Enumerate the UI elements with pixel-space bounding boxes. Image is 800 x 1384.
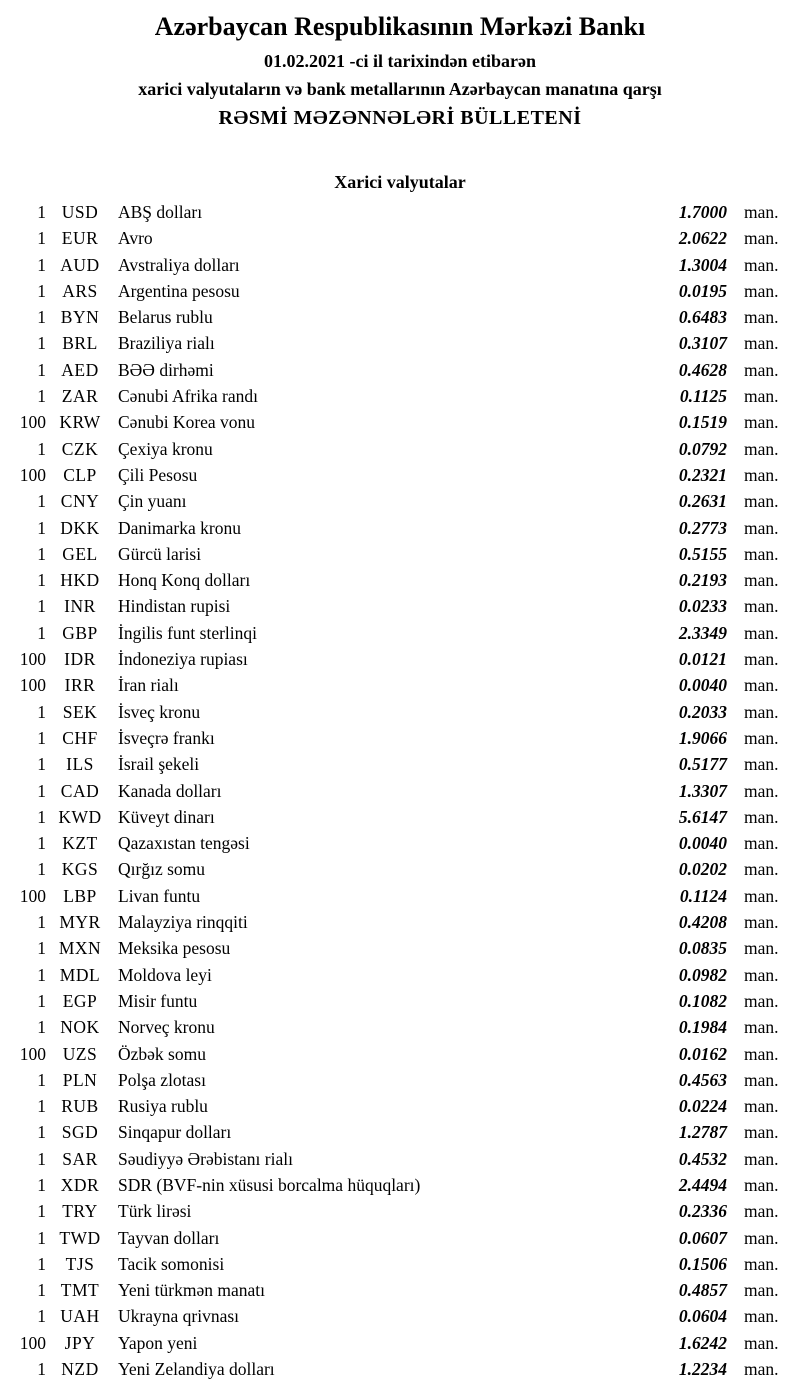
table-row <box>0 567 800 593</box>
unit-label: man. <box>744 1069 779 1090</box>
rate-value: 0.0835 <box>678 938 727 959</box>
currency-code: CNY <box>60 491 100 512</box>
scope-line: xarici valyutaların və bank metallarının Azərbaycan manatına qarşı <box>138 79 662 99</box>
table-row <box>0 1330 800 1356</box>
table-row <box>0 1225 800 1251</box>
unit-label: man. <box>744 1122 779 1143</box>
currency-name: Avstraliya dolları <box>118 254 240 275</box>
bulletin-title: RƏSMİ MƏZƏNNƏLƏRİ BÜLLETENİ <box>218 107 582 129</box>
currency-name: Gürcü larisi <box>118 543 202 564</box>
table-row <box>0 962 800 988</box>
quantity: 1 <box>37 1359 46 1380</box>
table-row <box>0 620 800 646</box>
quantity: 1 <box>37 1306 46 1327</box>
currency-code: XDR <box>60 1174 100 1195</box>
effective-date-line: 01.02.2021 -ci il tarixindən etibarən <box>264 51 536 71</box>
currency-name: Kanada dolları <box>118 780 222 801</box>
unit-label: man. <box>744 596 779 617</box>
unit-label: man. <box>744 1306 779 1327</box>
quantity: 1 <box>37 307 46 328</box>
unit-label: man. <box>744 1201 779 1222</box>
table-row <box>0 383 800 409</box>
currency-code: ARS <box>62 280 98 301</box>
currency-code: UZS <box>62 1043 98 1064</box>
currency-name: Moldova leyi <box>118 964 212 985</box>
quantity: 1 <box>37 543 46 564</box>
table-row <box>0 1172 800 1198</box>
quantity: 1 <box>37 438 46 459</box>
rate-value: 1.3004 <box>678 254 727 275</box>
unit-label: man. <box>744 754 779 775</box>
currency-code: MXN <box>58 938 102 959</box>
unit-label: man. <box>744 727 779 748</box>
quantity: 1 <box>37 990 46 1011</box>
currency-name: Küveyt dinarı <box>118 806 215 827</box>
rate-value: 1.2787 <box>678 1122 727 1143</box>
currency-name: Özbək somu <box>118 1043 206 1064</box>
rate-value: 0.5155 <box>678 543 727 564</box>
table-row <box>0 1198 800 1224</box>
rate-value: 2.3349 <box>678 622 727 643</box>
currency-code: CHF <box>62 727 98 748</box>
rate-value: 0.0604 <box>678 1306 727 1327</box>
unit-label: man. <box>744 228 779 249</box>
rate-value: 0.2033 <box>678 701 727 722</box>
unit-label: man. <box>744 517 779 538</box>
quantity: 1 <box>37 1122 46 1143</box>
unit-label: man. <box>744 359 779 380</box>
quantity: 1 <box>37 1148 46 1169</box>
currency-name: Avro <box>118 228 153 249</box>
table-row <box>0 830 800 856</box>
rate-value: 0.1125 <box>679 386 727 407</box>
currency-code: NZD <box>61 1359 99 1380</box>
unit-label: man. <box>744 1359 779 1380</box>
table-row <box>0 225 800 251</box>
unit-label: man. <box>744 254 779 275</box>
currency-name: İngilis funt sterlinqi <box>118 622 258 643</box>
currency-name: İsrail şekeli <box>118 754 200 775</box>
unit-label: man. <box>744 1174 779 1195</box>
section-title-foreign-currencies: Xarici valyutalar <box>334 172 466 192</box>
currency-code: USD <box>61 202 99 222</box>
unit-label: man. <box>744 649 779 670</box>
quantity: 1 <box>37 1201 46 1222</box>
currency-name: Tayvan dolları <box>118 1227 220 1248</box>
currency-name: Ukrayna qrivnası <box>118 1306 240 1327</box>
quantity: 1 <box>37 859 46 880</box>
currency-code: MYR <box>59 912 101 933</box>
rate-value: 0.2631 <box>678 491 727 512</box>
currency-name: Polşa zlotası <box>118 1069 206 1090</box>
unit-label: man. <box>744 1043 779 1064</box>
quantity: 1 <box>37 386 46 407</box>
quantity: 1 <box>37 1227 46 1248</box>
currency-name: Yeni türkmən manatı <box>118 1280 265 1301</box>
unit-label: man. <box>744 570 779 591</box>
currency-code: RUB <box>61 1096 99 1117</box>
currency-name: Yapon yeni <box>118 1332 198 1353</box>
table-row <box>0 1146 800 1172</box>
rate-value: 1.3307 <box>678 780 727 801</box>
unit-label: man. <box>744 964 779 985</box>
table-row <box>0 357 800 383</box>
table-row <box>0 278 800 304</box>
currency-name: Cənubi Korea vonu <box>118 412 256 433</box>
currency-code: ZAR <box>61 386 99 407</box>
currency-code: KRW <box>59 412 101 433</box>
currency-name: BƏƏ dirhəmi <box>118 359 214 380</box>
currency-code: TRY <box>62 1201 98 1222</box>
currency-code: KWD <box>58 806 102 827</box>
quantity: 1 <box>37 1096 46 1117</box>
table-row <box>0 725 800 751</box>
quantity: 1 <box>37 517 46 538</box>
table-row <box>0 304 800 330</box>
currency-name: Çexiya kronu <box>118 438 213 459</box>
currency-code: TWD <box>59 1227 101 1248</box>
quantity: 1 <box>37 228 46 249</box>
quantity: 1 <box>37 359 46 380</box>
currency-code: DKK <box>60 517 100 538</box>
rate-value: 2.0622 <box>678 228 727 249</box>
currency-code: CAD <box>60 780 100 801</box>
rate-value: 0.0202 <box>678 859 727 880</box>
currency-code: ILS <box>66 754 94 775</box>
currency-name: İran rialı <box>118 675 179 696</box>
unit-label: man. <box>744 1280 779 1301</box>
table-row <box>0 1041 800 1067</box>
rate-value: 0.4857 <box>678 1280 727 1301</box>
table-row <box>0 935 800 961</box>
currency-code: NOK <box>60 1017 100 1038</box>
unit-label: man. <box>744 859 779 880</box>
currency-code: CZK <box>61 438 99 459</box>
currency-code: GEL <box>62 543 98 564</box>
rate-value: 0.2321 <box>678 464 727 485</box>
rate-value: 0.0233 <box>678 596 727 617</box>
unit-label: man. <box>744 938 779 959</box>
quantity: 1 <box>37 754 46 775</box>
table-row <box>0 1277 800 1303</box>
unit-label: man. <box>744 1253 779 1274</box>
table-row <box>0 1014 800 1040</box>
rate-value: 0.4532 <box>678 1148 727 1169</box>
table-row <box>0 252 800 278</box>
table-row <box>0 804 800 830</box>
quantity: 1 <box>37 570 46 591</box>
currency-code: IDR <box>64 649 96 670</box>
unit-label: man. <box>744 386 779 407</box>
rates-table <box>0 199 800 1382</box>
currency-name: Səudiyyə Ərəbistanı rialı <box>118 1148 293 1169</box>
rate-value: 1.9066 <box>678 727 727 748</box>
currency-name: Livan funtu <box>118 885 201 906</box>
unit-label: man. <box>744 491 779 512</box>
currency-name: Çili Pesosu <box>118 464 198 485</box>
rate-value: 0.5177 <box>678 754 727 775</box>
currency-code: SEK <box>62 701 98 722</box>
quantity: 1 <box>37 491 46 512</box>
currency-name: Yeni Zelandiya dolları <box>118 1359 275 1380</box>
currency-name: Qazaxıstan tengəsi <box>118 833 250 854</box>
rate-value: 0.4563 <box>678 1069 727 1090</box>
currency-code: IRR <box>64 675 96 696</box>
unit-label: man. <box>744 833 779 854</box>
table-row <box>0 988 800 1014</box>
currency-code: BYN <box>60 307 100 328</box>
quantity: 100 <box>19 675 46 696</box>
quantity: 100 <box>19 1332 46 1353</box>
currency-name: Argentina pesosu <box>118 280 240 301</box>
table-row <box>0 541 800 567</box>
quantity: 100 <box>19 885 46 906</box>
currency-name: ABŞ dolları <box>118 202 203 222</box>
currency-code: SGD <box>61 1122 99 1143</box>
currency-name: İsveçrə frankı <box>118 727 215 748</box>
currency-code: TMT <box>60 1280 100 1301</box>
quantity: 1 <box>37 1069 46 1090</box>
unit-label: man. <box>744 543 779 564</box>
rate-value: 0.4628 <box>678 359 727 380</box>
rate-value: 0.0607 <box>678 1227 727 1248</box>
rate-value: 1.6242 <box>678 1332 727 1353</box>
rate-value: 2.4494 <box>678 1174 727 1195</box>
table-row <box>0 646 800 672</box>
quantity: 1 <box>37 1280 46 1301</box>
quantity: 1 <box>37 833 46 854</box>
unit-label: man. <box>744 990 779 1011</box>
unit-label: man. <box>744 464 779 485</box>
currency-name: Belarus rublu <box>118 307 213 328</box>
currency-name: Meksika pesosu <box>118 938 231 959</box>
currency-name: Rusiya rublu <box>118 1096 208 1117</box>
table-row <box>0 1067 800 1093</box>
unit-label: man. <box>744 885 779 906</box>
quantity: 1 <box>37 701 46 722</box>
currency-code: EUR <box>61 228 99 249</box>
currency-code: JPY <box>64 1332 96 1353</box>
currency-name: SDR (BVF-nin xüsusi borcalma hüquqları) <box>118 1174 421 1195</box>
quantity: 1 <box>37 780 46 801</box>
currency-name: Türk lirəsi <box>118 1201 192 1222</box>
table-row <box>0 330 800 356</box>
currency-code: PLN <box>62 1069 98 1090</box>
currency-name: Cənubi Afrika randı <box>118 386 258 407</box>
currency-name: Norveç kronu <box>118 1017 215 1038</box>
quantity: 1 <box>37 1017 46 1038</box>
quantity: 1 <box>37 912 46 933</box>
rate-value: 0.2773 <box>678 517 727 538</box>
rate-value: 0.0195 <box>678 280 727 301</box>
currency-code: TJS <box>65 1253 95 1274</box>
rate-value: 0.0121 <box>678 649 727 670</box>
currency-name: Danimarka kronu <box>118 517 241 538</box>
currency-name: Sinqapur dolları <box>118 1122 232 1143</box>
table-row <box>0 778 800 804</box>
table-row <box>0 1356 800 1382</box>
rate-value: 0.0040 <box>678 833 727 854</box>
table-row <box>0 909 800 935</box>
currency-code: GBP <box>62 622 98 643</box>
table-row <box>0 409 800 435</box>
rate-value: 0.3107 <box>678 333 727 354</box>
currency-code: MDL <box>59 964 101 985</box>
unit-label: man. <box>744 280 779 301</box>
rate-value: 1.2234 <box>678 1359 727 1380</box>
unit-label: man. <box>744 780 779 801</box>
currency-code: KGS <box>61 859 99 880</box>
currency-name: Braziliya rialı <box>118 333 215 354</box>
currency-name: İsveç kronu <box>118 701 201 722</box>
rate-value: 5.6147 <box>678 806 727 827</box>
quantity: 1 <box>37 1253 46 1274</box>
currency-name: Honq Konq dolları <box>118 570 251 591</box>
unit-label: man. <box>744 333 779 354</box>
rate-value: 0.6483 <box>678 307 727 328</box>
quantity: 1 <box>37 280 46 301</box>
table-row <box>0 699 800 725</box>
table-row <box>0 593 800 619</box>
rate-value: 0.0040 <box>678 675 727 696</box>
table-row <box>0 751 800 777</box>
currency-code: KZT <box>62 833 98 854</box>
rate-value: 0.0162 <box>678 1043 727 1064</box>
unit-label: man. <box>744 1148 779 1169</box>
unit-label: man. <box>744 307 779 328</box>
unit-label: man. <box>744 438 779 459</box>
rate-value: 0.1984 <box>678 1017 727 1038</box>
rate-value: 0.4208 <box>678 912 727 933</box>
quantity: 1 <box>37 727 46 748</box>
quantity: 1 <box>37 622 46 643</box>
currency-code: UAH <box>60 1306 100 1327</box>
currency-name: Qırğız somu <box>118 859 206 880</box>
quantity: 1 <box>37 202 46 222</box>
unit-label: man. <box>744 1096 779 1117</box>
currency-code: SAR <box>62 1148 98 1169</box>
unit-label: man. <box>744 912 779 933</box>
table-row <box>0 462 800 488</box>
rate-value: 0.2193 <box>678 570 727 591</box>
table-row <box>0 1119 800 1145</box>
rate-value: 0.0792 <box>678 438 727 459</box>
currency-name: Hindistan rupisi <box>118 596 231 617</box>
table-row <box>0 856 800 882</box>
currency-name: Çin yuanı <box>118 491 187 512</box>
quantity: 1 <box>37 1174 46 1195</box>
rate-value: 1.7000 <box>678 202 727 222</box>
currency-code: BRL <box>62 333 98 354</box>
unit-label: man. <box>744 806 779 827</box>
rate-value: 0.1506 <box>678 1253 727 1274</box>
quantity: 1 <box>37 254 46 275</box>
table-row <box>0 672 800 698</box>
currency-code: AED <box>61 359 99 380</box>
table-row <box>0 515 800 541</box>
unit-label: man. <box>744 1332 779 1353</box>
unit-label: man. <box>744 1227 779 1248</box>
table-row <box>0 488 800 514</box>
quantity: 100 <box>19 1043 46 1064</box>
quantity: 1 <box>37 596 46 617</box>
unit-label: man. <box>744 701 779 722</box>
rate-value: 0.0224 <box>678 1096 727 1117</box>
table-row <box>0 1251 800 1277</box>
bank-name-title: Azərbaycan Respublikasının Mərkəzi Bankı <box>154 12 646 41</box>
currency-name: İndoneziya rupiası <box>118 649 248 670</box>
rate-value: 0.1519 <box>678 412 727 433</box>
currency-code: CLP <box>63 464 97 485</box>
quantity: 100 <box>19 464 46 485</box>
table-row <box>0 436 800 462</box>
quantity: 1 <box>37 806 46 827</box>
unit-label: man. <box>744 1017 779 1038</box>
currency-name: Malayziya rinqqiti <box>118 912 248 933</box>
currency-name: Tacik somonisi <box>118 1253 225 1274</box>
unit-label: man. <box>744 622 779 643</box>
currency-name: Misir funtu <box>118 990 198 1011</box>
quantity: 1 <box>37 333 46 354</box>
currency-code: HKD <box>60 570 100 591</box>
quantity: 100 <box>19 649 46 670</box>
table-row <box>0 1303 800 1329</box>
unit-label: man. <box>744 202 779 222</box>
table-row <box>0 1093 800 1119</box>
unit-label: man. <box>744 412 779 433</box>
unit-label: man. <box>744 675 779 696</box>
quantity: 100 <box>19 412 46 433</box>
rate-value: 0.1124 <box>679 885 727 906</box>
table-row <box>0 883 800 909</box>
quantity: 1 <box>37 964 46 985</box>
rate-value: 0.0982 <box>678 964 727 985</box>
table-row <box>0 199 800 225</box>
currency-code: AUD <box>60 254 100 275</box>
rate-value: 0.1082 <box>678 990 727 1011</box>
currency-code: LBP <box>63 885 97 906</box>
currency-code: EGP <box>62 990 98 1011</box>
quantity: 1 <box>37 938 46 959</box>
rate-value: 0.2336 <box>678 1201 727 1222</box>
currency-code: INR <box>64 596 96 617</box>
